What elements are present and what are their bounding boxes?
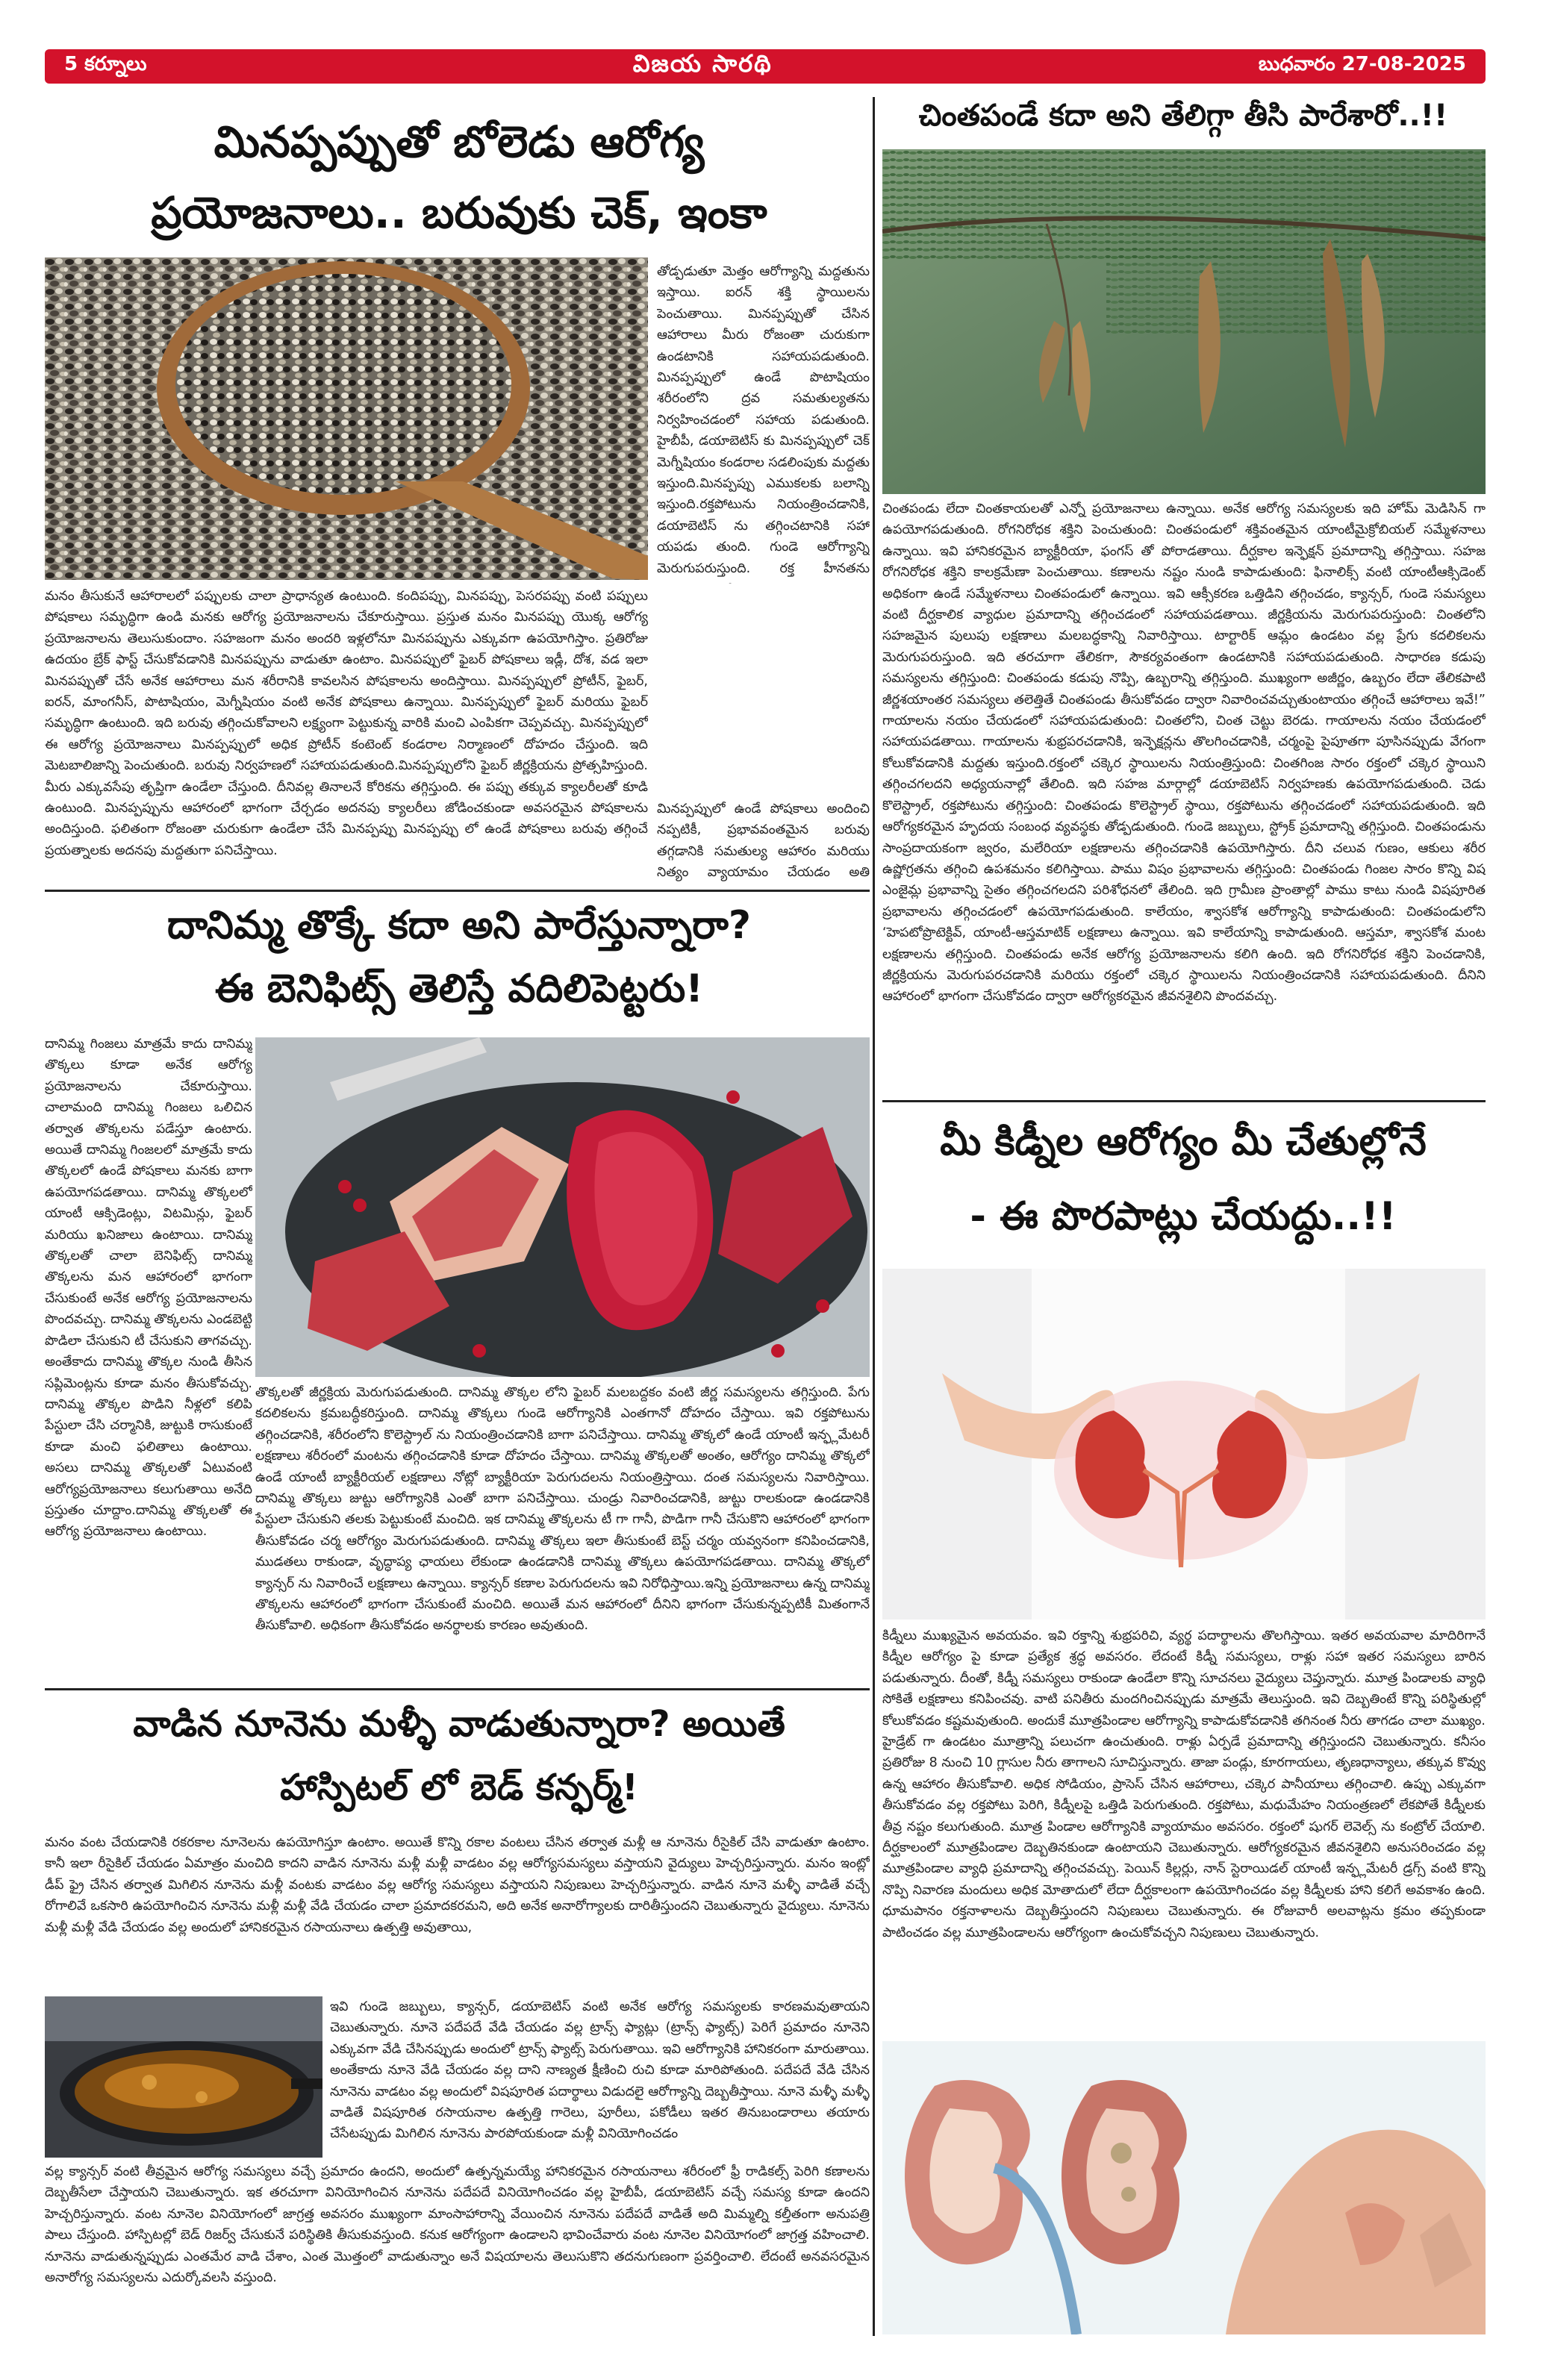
danimma-headline-line2: ఈ బెనిఫిట్స్ తెలిస్తే వదిలిపెట్టరు! xyxy=(215,966,703,1011)
kidney-stones-back-pain-photo xyxy=(882,2041,1486,2334)
oil-body-top: మనం వంట చేయడానికి రకరకాల నూనెలను ఉపయోగిస్తూ ఉంటాం. అయితే కొన్ని రకాల వంటలు చేసిన తర్వాత మళ్లీ ఆ నూనెను రీసైకిల్ చేసి వాడుతూ ఉంటాం. కానీ ఇలా రీసైకిల్ చేయడం ఏమాత్రం మంచిది కాదని వాడిన నూనెను మళ్లీ మళ్లీ వాడటం వల్ల ఆరోగ్యసమస్యలు వస్తాయని వైద్యులు హెచ్చరిస్తున్నారు. మనం ఇంట్లో డీప్ ఫ్రై చేసిన తర్వాత మిగిలిన నూనెను మళ్లీ వంటకు వాడటం వల్ల ఆరోగ్య సమస్యలు వస్తాయని నిపుణులు హెచ్చరిస్తున్నారు. వాడిన నూనె మళ్ళీ వాడితే వచ్చే రోగాలివే ఒకసారి ఉపయోగించిన నూనెను మళ్లీ మళ్లీ వేడి చేయడం చాలా ప్రమాదకరమని, అది అనేక అనారోగ్యాలకు దారితీస్తుందని చెబుతున్నారు వైద్యులు. నూనెను మళ్లీ మళ్లీ వేడి చేయడం వల్ల అందులో హానికరమైన రసాయనాలు ఉత్పత్తి అవుతాయి, xyxy=(45,1835,870,1935)
page-label: 5 కర్నూలు xyxy=(64,53,147,75)
date-line: బుధవారం 27-08-2025 xyxy=(1258,53,1466,75)
section-rule xyxy=(45,1688,870,1690)
oil-headline-line1: వాడిన నూనెను మళ్ళీ వాడుతున్నారా? అయితే xyxy=(133,1703,785,1745)
section-rule xyxy=(45,890,870,892)
page-header xyxy=(45,49,1486,84)
oil-headline-line2: హాస్పిటల్ లో బెడ్ కన్ఫర్మ్! xyxy=(280,1767,638,1808)
danimma-headline-line1: దానిమ్మ తొక్కే కదా అని పారేస్తున్నారా? xyxy=(166,903,752,948)
kidney-headline-line1: మీ కిడ్నీల ఆరోగ్యం మీ చేతుల్లోనే xyxy=(940,1119,1427,1164)
chintapandu-body: చింతపండు లేదా చింతకాయలతో ఎన్నో ప్రయోజనాలు ఉన్నాయి. అనేక ఆరోగ్య సమస్యలకు ఇది హోమ్ మెడిసిన్ గా ఉపయోగపడుతుంది. రోగనిరోధక శక్తిని పెంచుతుంది: చింతపండులో శక్తివంతమైన యాంటీమైక్రోబియల్ సమ్మేళనాలు ఉన్నాయి. ఇవి హానికరమైన బ్యాక్టీరియా, ఫంగస్ తో పోరాడతాయి. దీర్ఘకాల ఇన్ఫెక్షన్ ప్రమాదాన్ని తగ్గిస్తాయి. సహజ రోగనిరోధక శక్తిని కాలక్రమేణా పెంచుతాయి. కణాలను నష్టం నుండి కాపాడుతుంది: ఫినాలిక్స్ వంటి యాంటీఆక్సిడెంట్ అధికంగా ఉండే సమ్మేళనాలు చింతపండులో ఉన్నాయి. ఇవి ఆక్సీకరణ ఒత్తిడిని తగ్గించడం, క్యాన్సర్, గుండె సమస్యలు వంటి దీర్ఘకాలిక వ్యాధుల ప్రమాదాన్ని తగ్గించడంలో సహాయపడతాయి. జీర్ణక్రియను మెరుగుపరుస్తుంది: చింతలోని సహజమైన పులుపు లక్షణాలు మలబద్ధకాన్ని నివారిస్తాయి. టార్టారిక్ ఆమ్లం ఉండటం వల్ల ప్రేగు కదలికలను మెరుగుపరుస్తుంది. ఇది తరచూగా తేలికగా, సౌకర్యవంతంగా ఉండటానికి సహాయపడుతుంది. సాధారణ కడుపు సమస్యలను తగ్గిస్తుంది: చింతపండు కడుపు నొప్పి, ఉబ్బరాన్ని తగ్గిస్తుంది. ముఖ్యంగా అజీర్ణం, ఉబ్బరం లేదా తేలికపాటి జీర్ణశయాంతర సమస్యలు తలెత్తితే చింతపండు తీసుకోవడం ద్వారా నివారించవచ్చుతుంటాయం తగ్గించే ఆహారాలు ఇవే!” గాయాలను నయం చేయడంలో సహాయపడుతుంది: చింతలోని, చింత చెట్టు బెరడు. గాయాలను నయం చేయడంలో సహాయపడతాయి. గాయాలను శుభ్రపరచడానికి, ఇన్ఫెక్షన్లను తొలగించడానికి, చర్మంపై పైపూతగా పూసినప్పుడు వేగంగా కోలుకోవడానికి మద్దతు ఇస్తుంది.రక్తంలో చక్కెర స్థాయిలను నియంత్రిస్తుంది: చింతగింజ సారం రక్తంలో చక్కెర స్థాయిని తగ్గించగలదని అధ్యయనాల్లో తేలింది. ఇది సహజ మార్గాల్లో డయాబెటిస్ నిర్వహణకు ఉపయోగపడుతుంది. చెడు కొలెస్ట్రాల్, రక్తపోటును తగ్గిస్తుంది: చింతపండు కొలెస్ట్రాల్ స్థాయి, రక్తపోటును తగ్గించడంలో సహాయపడుతుంది. ఇది ఆరోగ్యకరమైన హృదయ సంబంధ వ్యవస్థకు తోడ్పడుతుంది. గుండె జబ్బులు, స్ట్రోక్ ప్రమాదాన్ని తగ్గిస్తుంది. చింతపండును సాంప్రదాయకంగా జ్వరం, మలేరియా లక్షణాలను తగ్గించడానికి ఉపయోగిస్తారు. దీని చలువ గుణం, ఆకులు శరీర ఉష్ణోగ్రతను తగ్గించి ఉపశమనం కలిగిస్తాయి. పాము విషం ప్రభావాలను తగ్గిస్తుంది: చింతపండు గింజల సారం కొన్ని విష ఎంజైమ్ల ప్రభావాన్ని సైతం తగ్గించగలదని పరిశోధనలో తేలింది. ఇది గ్రామీణ ప్రాంతాల్లో పాము కాటు నుండి విషపూరిత ప్రభావాలను తగ్గించడంలో ఉపయోగపడుతుంది. కాలేయం, శ్వాసకోశ ఆరోగ్యాన్ని కాపాడుతుంది: చింతపండులోని ‘హెపటోప్రొటెక్టివ్, యాంటీ-ఆస్తమాటిక్ లక్షణాలు ఉన్నాయి. ఇవి కాలేయాన్ని కాపాడుతుంది. ఆస్తమా, శ్వాసకోశ మంట లక్షణాలను తగ్గిస్తుంది. చింతపండు అనేక ఆరోగ్య ప్రయోజనాలను కలిగి ఉంది. ఇది రోగనిరోధక శక్తిని పెంచడానికి, జీర్ణక్రియను మెరుగుపరచడానికి మరియు రక్తంలో చక్కెర స్థాయిలను నియంత్రించడానికి సహాయపడుతుంది. దీనిని ఆహారంలో భాగంగా చేసుకోవడం ద్వారా ఆరోగ్యకరమైన జీవనశైలిని పొందవచ్చు. xyxy=(882,502,1486,1005)
kidney-headline-line2: - ఈ పొరపాట్లు చేయద్దు..!! xyxy=(970,1194,1397,1239)
minappappu-body-bottom-right: మినప్పప్పులో ఉండే పోషకాలు అందించి నప్పటికీ, ప్రభావవంతమైన బరువు తగ్గడానికి సమతుల్య ఆహారం మరియు నిత్యం వ్యాయామం చేయడం అతి xyxy=(657,802,870,881)
danimma-body-bottom: తొక్కలతో జీర్ణక్రియ మెరుగుపడుతుంది. దానిమ్మ తొక్కల లోని ఫైబర్ మలబద్దకం వంటి జీర్ణ సమస్యలను తగ్గిస్తుంది. పేగు కదలికలను క్రమబద్ధీకరిస్తుంది. దానిమ్మ తొక్కలు గుండె ఆరోగ్యానికి ఎంతగానో దోహదం చేస్తాయి. ఇవి రక్తపోటును తగ్గించడానికి, శరీరంలోని కొలెస్ట్రాల్ ను నియంత్రించడానికి బాగా పనిచేస్తాయి. దానిమ్మ తొక్కలో ఉండే యాంటీ ఇన్ఫ్లమేటరీ లక్షణాలు శరీరంలో మంటను తగ్గించడానికి కూడా దోహదం చేస్తాయి. దానిమ్మ తొక్కలతో అంతం, ఆరోగ్యం దానిమ్మ తొక్కలో ఉండే యాంటీ బ్యాక్టీరియల్ లక్షణాలు నోట్లో బ్యాక్టీరియా పెరుగుదలను నియంత్రిస్తాయి. దంత సమస్యలను నివారిస్తాయి. దానిమ్మ తొక్కలు జుట్టు ఆరోగ్యానికి ఎంతో బాగా పనిచేస్తాయి. చుండ్రు నివారించడానికి, జుట్టు రాలకుండా ఉండడానికి పేస్టులా చేసుకుని తలకు పెట్టుకుంటే మంచిది. ఇక దానిమ్మ తొక్కలను టీ గా గానీ, పొడిగా గానీ చేసుకొని ఆహారంలో భాగంగా తీసుకోవడం చర్మ ఆరోగ్యం మెరుగుపడుతుంది. దానిమ్మ తొక్కలు ఇలా తీసుకుంటే బెస్ట్ చర్మం యవ్వనంగా కనిపించడానికి, ముడతలు రాకుండా, వృద్ధాప్య ఛాయలు లేకుండా ఉండడానికి దానిమ్మ తొక్కలు ఉపయోగపడతాయి. దానిమ్మ తొక్కలో క్యాన్సర్ ను నివారించే లక్షణాలు ఉన్నాయి. క్యాన్సర్ కణాల పెరుగుదలను ఇవి నిరోధిస్తాయి.ఇన్ని ప్రయోజనాలు ఉన్న దానిమ్మ తొక్కలను ఆహారంలో భాగంగా చేసుకుంటే మంచిది. అయితే మన ఆహారంలో దీనిని భాగంగా చేసుకున్నప్పటికీ మితంగానే తీసుకోవాలి. అధికంగా తీసుకోవడం అనర్థాలకు కారణం అవుతుంది. xyxy=(255,1385,870,1634)
tamarind-tree-pods-photo xyxy=(882,149,1486,494)
column-divider xyxy=(873,97,875,2336)
chintapandu-headline: చింతపండే కదా అని తేలిగ్గా తీసి పారేశారో..!! xyxy=(918,99,1448,133)
kidney-pain-illustration-photo xyxy=(882,1269,1486,1620)
oil-body-right: ఇవి గుండె జబ్బులు, క్యాన్సర్, డయాబెటిస్ వంటి అనేక ఆరోగ్య సమస్యలకు కారణమవుతాయని చెబుతున్నారు. నూనె పదేపదే వేడి చేయడం వల్ల ట్రాన్స్ ఫ్యాట్లు (ట్రాన్స్ ఫ్యాట్స్) పెరిగే ప్రమాదం నూనెని ఎక్కువగా వేడి చేసినప్పుడు అందులో ట్రాన్స్ ఫ్యాట్స్ పెరుగుతాయి. ఇవి ఆరోగ్యానికి హానికరంగా మారుతాయి. అంతేకాదు నూనె వేడి చేయడం వల్ల దాని నాణ్యత క్షీణించి రుచి కూడా మారిపోతుంది. పదేపదే వేడి చేసిన నూనెను వాడటం వల్ల అందులో విషపూరిత పదార్థాలు విడుదలై ఆరోగ్యాన్ని దెబ్బతీస్తాయి. నూనె మళ్ళీ మళ్ళీ వాడితే విషపూరిత రసాయనాల ఉత్పత్తి గారెలు, పూరీలు, పకోడీలు ఇతర తినుబండారాలు తయారు చేసేటప్పుడు మిగిలిన నూనెను పారపోయకుండా మళ్లీ వినియోగించడం xyxy=(330,1999,870,2142)
kidney-body: కిడ్నీలు ముఖ్యమైన అవయవం. ఇవి రక్తాన్ని శుభ్రపరిచి, వ్యర్థ పదార్థాలను తొలగిస్తాయి. ఇతర అవయవాల మాదిరిగానే కిడ్నీల ఆరోగ్యం పై కూడా ప్రత్యేక శ్రద్ధ అవసరం. లేదంటే కిడ్నీ సమస్యలు, రాళ్లు సహా ఇతర సమస్యలు బారిన పడుతున్నారు. దీంతో, కిడ్నీ సమస్యలు రాకుండా ఉండేలా కొన్ని సూచనలు వైద్యులు చెప్తున్నారు. మూత్ర పిండాలకు వ్యాధి సోకితే లక్షణాలు కనిపించవు. వాటి పనితీరు మందగించినప్పుడు మాత్రమే తెలుస్తుంది. ఇవి దెబ్బతింటే కొన్ని పరిస్థితుల్లో కోలుకోవడం కష్టమవుతుంది. అందుకే మూత్రపిండాల ఆరోగ్యాన్ని కాపాడుకోవడానికి తగినంత నీరు తాగడం చాలా ముఖ్యం. హైడ్రేట్ గా ఉండటం మూత్రాన్ని పలుచగా ఉంచుతుంది. రాళ్లు ఏర్పడే ప్రమాదాన్ని తగ్గిస్తుందని చెబుతున్నారు. కనీసం ప్రతిరోజు 8 నుంచి 10 గ్లాసుల నీరు తాగాలని సూచిస్తున్నారు. తాజా పండ్లు, కూరగాయలు, తృణధాన్యాలు, తక్కువ కొవ్వు ఉన్న ఆహారం తీసుకోవాలి. అధిక సోడియం, ప్రాసెస్ చేసిన ఆహారాలు, చక్కెర పానీయాలు తగ్గించాలి. ఉప్పు ఎక్కువగా తీసుకోవడం వల్ల రక్తపోటు పెరిగి, కిడ్నీలపై ఒత్తిడి పెరుగుతుంది. రక్తపోటు, మధుమేహం నియంత్రణలో లేకపోతే కిడ్నీలకు తీవ్ర నష్టం కలుగుతుంది. మూత్ర పిండాల ఆరోగ్యానికి వ్యాయామం అవసరం. రక్తంలో షుగర్ లెవెల్స్ ను కంట్రోల్ చేయాలి. దీర్ఘకాలంలో మూత్రపిండాల దెబ్బతినకుండా ఉంటాయని చెబుతున్నారు. ఆరోగ్యకరమైన జీవనశైలిని అనుసరించడం వల్ల మూత్రపిండాల వ్యాధి ప్రమాదాన్ని తగ్గించవచ్చు. పెయిన్ కిల్లర్లు, నాన్ స్టెరాయిడల్ యాంటీ ఇన్ఫ్లమేటరీ డ్రగ్స్ వంటి కొన్ని నొప్పి నివారణ మందులు అధిక మోతాదులో లేదా దీర్ఘకాలంగా ఉపయోగించడం వల్ల కిడ్నీలకు హాని కలిగే అవకాశం ఉంది. ధూమపానం రక్తనాళాలను దెబ్బతీస్తుందని నిపుణులు చెబుతున్నారు. ఈ రోజువారీ అలవాట్లను క్రమం తప్పకుండా పాటించడం వల్ల మూత్రపిండాలను ఆరోగ్యంగా ఉంచుకోవచ్చని నిపుణులు చెబుతున్నారు. xyxy=(882,1628,1486,1940)
minappappu-body-right: తోడ్పడుతూ మెత్తం ఆరోగ్యాన్ని మద్దతును ఇస్తాయి. ఐరన్ శక్తి స్థాయిలను పెంచుతాయి. మినప్పప్పుతో చేసిన ఆహారాలు మీరు రోజంతా చురుకుగా ఉండటానికి సహాయపడుతుంది. మినప్పప్పులో ఉండే పొటాషియం శరీరంలోని ద్రవ సమతుల్యతను నిర్వహించడంలో సహాయ పడుతుంది. హైబీపీ, డయాబెటిస్ కు మినప్పప్పులో చెక్ మెగ్నీషియం కండరాల సడలింపుకు మద్దతు ఇస్తుంది.మినప్పప్పు ఎముకలకు బలాన్ని ఇస్తుంది.రక్తపోటును నియంత్రించడానికి, డయాబెటిస్ ను తగ్గించటానికి సహా యపడు తుంది. గుండె ఆరోగ్యాన్ని మెరుగుపరుస్తుంది. రక్త హీనతను xyxy=(657,264,870,576)
frying-oil-pan-photo xyxy=(45,1996,322,2158)
black-gram-lentils-photo xyxy=(45,257,648,580)
minappappu-headline-line1: మినప్పప్పుతో బోలెడు ఆరోగ్య xyxy=(213,116,705,167)
minappappu-headline-line2: ప్రయోజనాలు.. బరువుకు చెక్, ఇంకా xyxy=(151,187,767,238)
masthead: విజయ సారథి xyxy=(632,49,773,78)
oil-body-bottom: వల్ల క్యాన్సర్ వంటి తీవ్రమైన ఆరోగ్య సమస్యలు వచ్చే ప్రమాదం ఉందని, అందులో ఉత్పన్నమయ్యే హానికరమైన రసాయనాలు శరీరంలో ఫ్రీ రాడికల్స్ పెరిగి కణాలను దెబ్బతీసేలా చేస్తాయని చెబుతున్నారు. ఇక తరచూగా వినియోగించిన నూనెను పదేపదే వినియోగించడం వల్ల హైబీపీ, డయాబెటిస్ వచ్చే సమస్య కూడా ఉందని హెచ్చరిస్తున్నారు. వంట నూనెల వినియోగంలో జాగ్రత్త అవసరం ముఖ్యంగా మాంసాహారాన్ని వేయించిన నూనెను పదేపదే వాడితే అది మిమ్మల్ని కల్తీతంగా అనుపత్రి పాలు చేస్తుంది. హాస్పిటల్లో బెడ్ రిజర్వ్ చేసుకునే పరిస్థితికి తీసుకువస్తుంది. కనుక ఆరోగ్యంగా ఉండాలని భావించేవారు వంట నూనెల వినియోగంలో జాగ్రత్త వహించాలి. నూనెను వాడుతున్నప్పుడు ఎంతమేర వాడి చేశాం, ఎంత మొత్తంలో వాడుతున్నాం అనే విషయాలను తెలుసుకొని తదనుగుణంగా ప్రవర్తించాలి. లేదంటే అనవసరమైన అనారోగ్య సమస్యలను ఎదుర్కోవలసి వస్తుంది. xyxy=(45,2164,870,2286)
minappappu-body-bottom: మనం తీసుకునే ఆహారాలలో పప్పులకు చాలా ప్రాధాన్యత ఉంటుంది. కందిపప్పు, మినపప్పు, పెసరపప్పు వంటి పప్పులు పోషకాలు సమృద్ధిగా ఉండి మనకు ఆరోగ్య ప్రయోజనాలను చేకూరుస్తాయి. ప్రస్తుత మనం మినపప్పు యొక్క ఆరోగ్య ప్రయోజనాలను తెలుసుకుందాం. సహజంగా మనం అందరి ఇళ్లలోనూ మినపప్పును ఎక్కువగా ఉపయోగిస్తాం. ప్రతిరోజు ఉదయం బ్రేక్ ఫాస్ట్ చేసుకోవడానికి మినపప్పును వాడుతూ ఉంటాం. మినపప్పులో ఫైబర్ పోషకాలు ఇడ్లీ, దోశ, వడ ఇలా మినపప్పుతో చేసే అనేక ఆహారాలు మన శరీరానికి కావలసిన పోషకాలను అందిస్తాయి. మినప్పప్పులో ప్రోటీన్, ఫైబర్, ఐరన్, మాంగనీస్, పొటాషియం, మెగ్నీషియం వంటి అనేక పోషకాలు ఉన్నాయి. మినప్పప్పులో ఫైబర్ మరియు ఫైబర్ సమృద్ధిగా ఉంటుంది. ఇది బరువు తగ్గించుకోవాలని లక్ష్యంగా పెట్టుకున్న వారికి మంచి ఎంపికగా చెప్పవచ్చు. మినప్పప్పులో ఈ ఆరోగ్య ప్రయోజనాలు మినప్పప్పులో అధిక ప్రోటీన్ కంటెంట్ కండరాల నిర్మాణంలో దోహదం చేస్తుంది. ఇది మెటబాలిజాన్ని పెంచుతుంది. బరువు నిర్వహణలో సహాయపడుతుంది.మినప్పప్పులోని ఫైబర్ జీర్ణక్రియను ప్రోత్సహిస్తుంది. మీరు ఎక్కువసేపు తృప్తిగా ఉండేలా చేస్తుంది. దీనివల్ల తినాలనే కోరికను తగ్గిస్తుంది. ఈ పప్పు తక్కువ క్యాలరీలతో కూడి ఉంటుంది. మినప్పప్పును ఆహారంలో భాగంగా చేర్చడం అదనపు క్యాలరీలు జోడించకుండా అవసరమైన పోషకాలను అందిస్తుంది. ఫలితంగా రోజంతా చురుకుగా ఉండేలా చేసే మినప్పప్పు మినప్పప్పు లో ఉండే పోషకాలు బరువు తగ్గించే ప్రయత్నాలకు అదనపు మద్దతుగా పనిచేస్తాయి. xyxy=(45,589,648,858)
pomegranate-peel-photo xyxy=(255,1037,870,1377)
section-rule xyxy=(882,1100,1486,1102)
danimma-body-left: దానిమ్మ గింజలు మాత్రమే కాదు దానిమ్మ తొక్కలు కూడా అనేక ఆరోగ్య ప్రయోజనాలను చేకూరుస్తాయి. చాలామంది దానిమ్మ గింజలు ఒలిచిన తర్వాత తొక్కలను పడేస్తూ ఉంటారు. అయితే దానిమ్మ గింజలలో మాత్రమే కాదు తొక్కలలో ఉండే పోషకాలు మనకు బాగా ఉపయోగపడతాయి. దానిమ్మ తొక్కలలో యాంటీ ఆక్సిడెంట్లు, విటమిన్లు, ఫైబర్ మరియు ఖనిజాలు ఉంటాయి. దానిమ్మ తొక్కలతో చాలా బెనిఫిట్స్ దానిమ్మ తొక్కలను మన ఆహారంలో భాగంగా చేసుకుంటే అనేక ఆరోగ్య ప్రయోజనాలను పొందవచ్చు. దానిమ్మ తొక్కలను ఎండబెట్టి పొడిలా చేసుకుని టీ చేసుకుని తాగవచ్చు. అంతేకాదు దానిమ్మ తొక్కల నుండి తీసిన సప్లిమెంట్లను కూడా మనం తీసుకోవచ్చు. దానిమ్మ తొక్కల పొడిని నీళ్లలో కలిపి పేస్టులా చేసి చర్మానికి, జుట్టుకి రాసుకుంటే కూడా మంచి ఫలితాలు ఉంటాయి. అసలు దానిమ్మ తొక్కలతో ఏటువంటి ఆరోగ్యప్రయోజనాలు కలుగుతాయి అనేది ప్రస్తుతం చూద్దాం.దానిమ్మ తొక్కలతో ఈ ఆరోగ్య ప్రయోజనాలు ఉంటాయి. xyxy=(45,1037,252,1540)
